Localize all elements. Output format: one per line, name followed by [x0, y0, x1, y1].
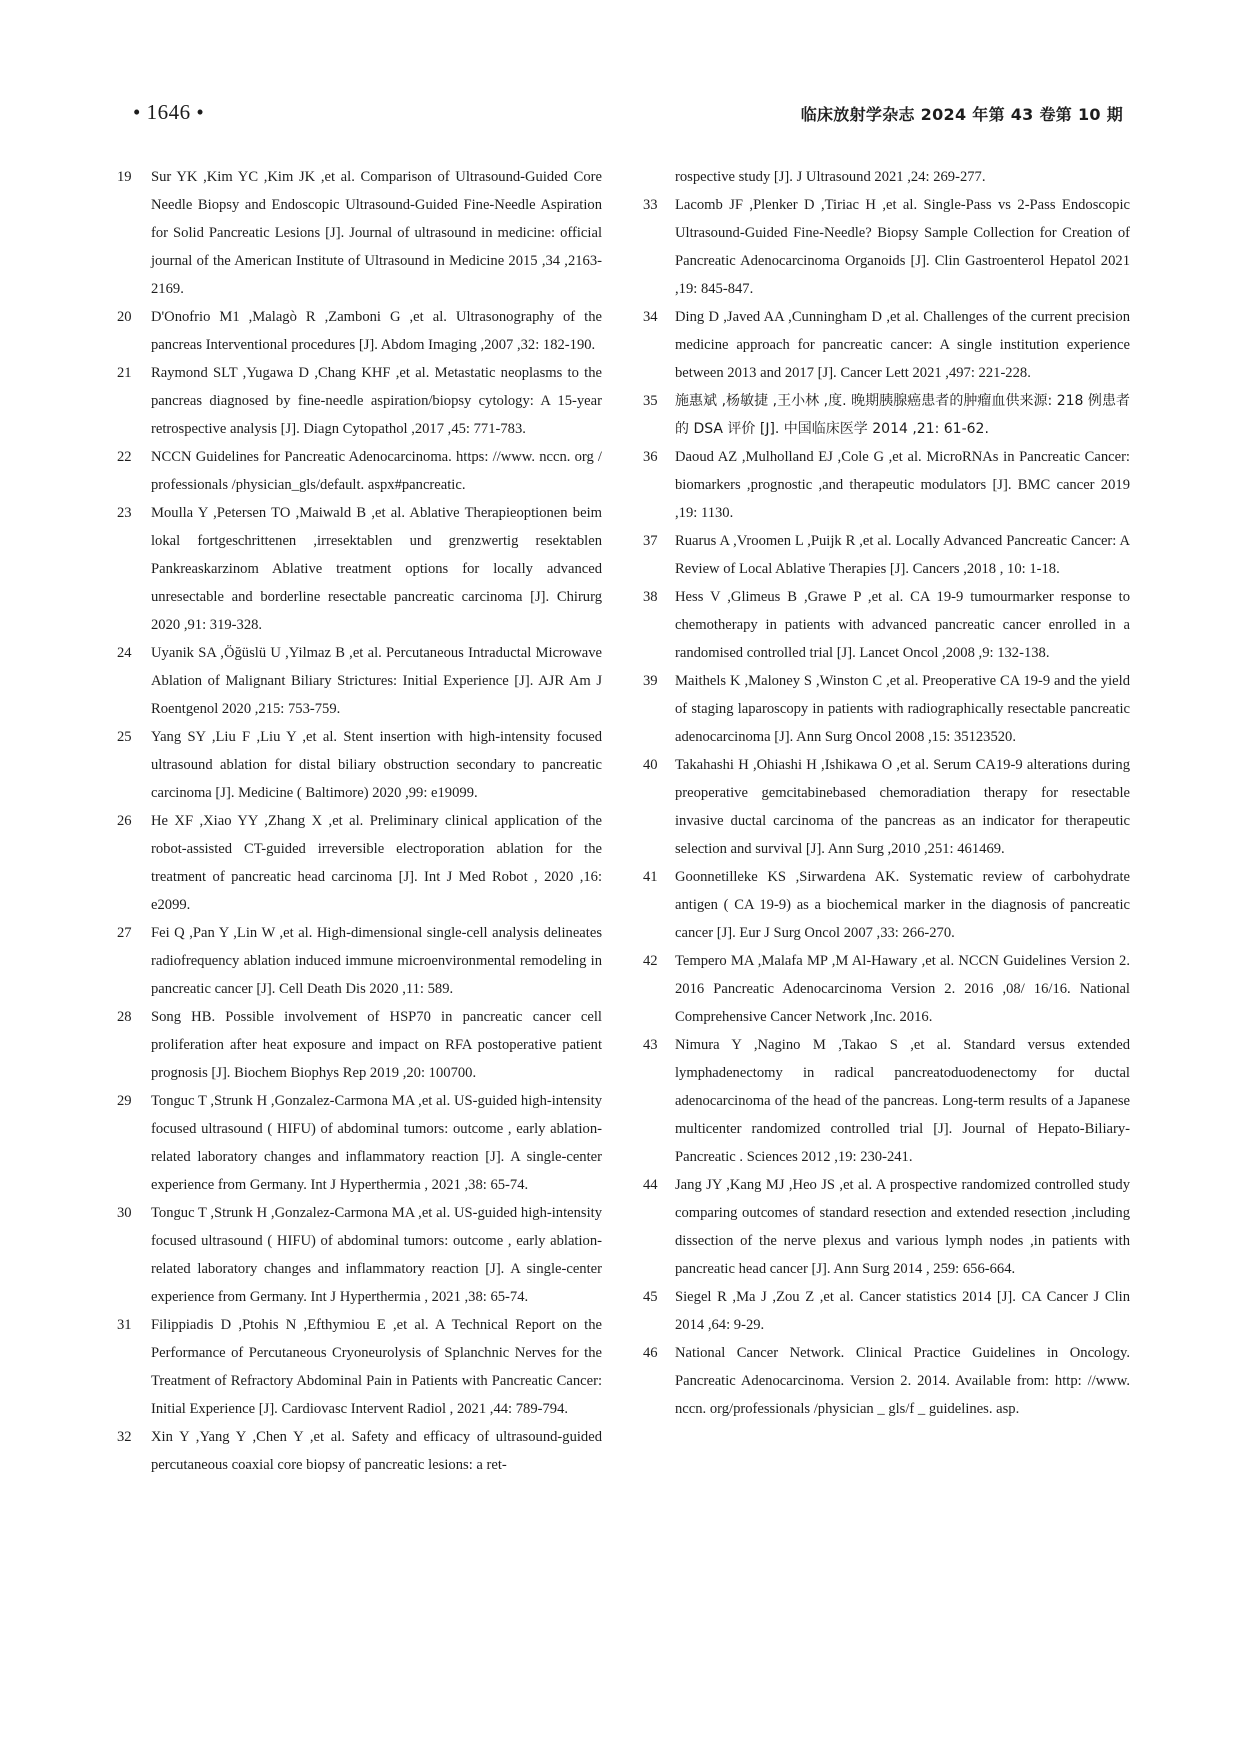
reference-item — [643, 667, 1130, 751]
reference-text: Goonnetilleke KS ,Sirwardena AK. Systematic review of carbohydrate antigen ( CA 19-9) as a biochemical marker in the diagnosis of pancreatic cancer [J]. Eur J Surg Oncol 2007 ,33: 266-270. — [675, 869, 1130, 941]
reference-text: Maithels K ,Maloney S ,Winston C ,et al. Preoperative CA 19-9 and the yield of staging laparoscopy in patients with radiographically resectable pancreatic adenocarcinoma [J]. Ann Surg Oncol 2008 ,15: 35123520. — [675, 673, 1130, 745]
reference-text: rospective study [J]. J Ultrasound 2021 ,24: 269-277. — [675, 169, 986, 185]
reference-item — [117, 1423, 602, 1479]
reference-text: He XF ,Xiao YY ,Zhang X ,et al. Preliminary clinical application of the robot-assisted CT-guided irreversible electroporation ablation for the treatment of pancreatic head carcinoma [J]. Int J Med Robot , 2020 ,16: e2099. — [151, 813, 602, 913]
reference-item — [643, 1171, 1130, 1283]
reference-number: 29 — [117, 1093, 132, 1109]
reference-item — [117, 499, 602, 639]
reference-item — [117, 723, 602, 807]
reference-number: 43 — [643, 1037, 658, 1053]
reference-text: Siegel R ,Ma J ,Zou Z ,et al. Cancer statistics 2014 [J]. CA Cancer J Clin 2014 ,64: 9-29. — [675, 1289, 1130, 1333]
reference-text: NCCN Guidelines for Pancreatic Adenocarcinoma. https: //www. nccn. org / professionals /physician_gls/default. aspx#pancreatic. — [151, 449, 602, 493]
reference-text: National Cancer Network. Clinical Practice Guidelines in Oncology. Pancreatic Adenocarcinoma. Version 2. 2014. Available from: http: //www. nccn. org/professionals /physician _ gls/f _ guidelines. asp. — [675, 1345, 1130, 1417]
reference-item — [643, 443, 1130, 527]
reference-number: 25 — [117, 729, 132, 745]
reference-text: 施惠斌 ,杨敏捷 ,王小林 ,度. 晚期胰腺癌患者的肿瘤血供来源: 218 例患者的 DSA 评价 [J]. 中国临床医学 2014 ,21: 61-62. — [675, 393, 1130, 437]
reference-text: Uyanik SA ,Öğüslü U ,Yilmaz B ,et al. Percutaneous Intraductal Microwave Ablation of Malignant Biliary Strictures: Initial Experience [J]. AJR Am J Roentgenol 2020 ,215: 753-759. — [151, 645, 602, 717]
reference-number: 34 — [643, 309, 658, 325]
reference-text: Song HB. Possible involvement of HSP70 in pancreatic cancer cell proliferation after heat exposure and impact on RFA postoperative patient prognosis [J]. Biochem Biophys Rep 2019 ,20: 100700. — [151, 1009, 602, 1081]
reference-item — [643, 303, 1130, 387]
reference-item — [117, 1087, 602, 1199]
reference-number: 23 — [117, 505, 132, 521]
reference-item — [643, 751, 1130, 863]
reference-text: Ruarus A ,Vroomen L ,Puijk R ,et al. Locally Advanced Pancreatic Cancer: A Review of Local Ablative Therapies [J]. Cancers ,2018 , 10: 1-18. — [675, 533, 1130, 577]
reference-item — [117, 807, 602, 919]
reference-number: 40 — [643, 757, 658, 773]
reference-text: Tonguc T ,Strunk H ,Gonzalez-Carmona MA ,et al. US-guided high-intensity focused ultrasound ( HIFU) of abdominal tumors: outcome , early ablation-related laboratory changes and inflammatory reaction [J]. A single-center experience from Germany. Int J Hyperthermia , 2021 ,38: 65-74. — [151, 1093, 602, 1193]
reference-column-left — [117, 163, 602, 1479]
reference-text: D'Onofrio M1 ,Malagò R ,Zamboni G ,et al. Ultrasonography of the pancreas Interventional procedures [J]. Abdom Imaging ,2007 ,32: 182-190. — [151, 309, 602, 353]
reference-number — [643, 163, 675, 191]
reference-item — [643, 1339, 1130, 1423]
reference-item — [643, 1031, 1130, 1171]
reference-number: 27 — [117, 925, 132, 941]
reference-item — [117, 443, 602, 499]
reference-number: 20 — [117, 309, 132, 325]
reference-item — [643, 583, 1130, 667]
reference-number: 24 — [117, 645, 132, 661]
reference-item — [117, 1311, 602, 1423]
reference-number: 26 — [117, 813, 132, 829]
reference-number: 37 — [643, 533, 658, 549]
reference-text: Hess V ,Glimeus B ,Grawe P ,et al. CA 19-9 tumourmarker response to chemotherapy in patients with advanced pancreatic cancer enrolled in a randomised controlled trial [J]. Lancet Oncol ,2008 ,9: 132-138. — [675, 589, 1130, 661]
reference-number: 42 — [643, 953, 658, 969]
reference-number: 19 — [117, 169, 132, 185]
reference-text: Yang SY ,Liu F ,Liu Y ,et al. Stent insertion with high-intensity focused ultrasound ablation for distal biliary obstruction secondary to pancreatic carcinoma [J]. Medicine ( Baltimore) 2020 ,99: e19099. — [151, 729, 602, 801]
reference-text: Takahashi H ,Ohiashi H ,Ishikawa O ,et al. Serum CA19-9 alterations during preoperative gemcitabinebased chemoradiation therapy for resectable invasive ductal carcinoma of the pancreas as an indicator for therapeutic selection and survival [J]. Ann Surg ,2010 ,251: 461469. — [675, 757, 1130, 857]
reference-number: 28 — [117, 1009, 132, 1025]
reference-number: 44 — [643, 1177, 658, 1193]
reference-text: Xin Y ,Yang Y ,Chen Y ,et al. Safety and efficacy of ultrasound-guided percutaneous coaxial core biopsy of pancreatic lesions: a ret- — [151, 1429, 602, 1473]
reference-item — [643, 863, 1130, 947]
reference-number: 32 — [117, 1429, 132, 1445]
reference-item — [643, 387, 1130, 443]
reference-item — [117, 359, 602, 443]
reference-number: 22 — [117, 449, 132, 465]
reference-number: 33 — [643, 197, 658, 213]
reference-text: Sur YK ,Kim YC ,Kim JK ,et al. Comparison of Ultrasound-Guided Core Needle Biopsy and Endoscopic Ultrasound-Guided Fine-Needle Aspiration for Solid Pancreatic Lesions [J]. Journal of ultrasound in medicine: official journal of the American Institute of Ultrasound in Medicine 2015 ,34 ,2163-2169. — [151, 169, 602, 297]
reference-number: 46 — [643, 1345, 658, 1361]
page-number: • 1646 • — [133, 100, 205, 124]
reference-number: 39 — [643, 673, 658, 689]
reference-text: Jang JY ,Kang MJ ,Heo JS ,et al. A prospective randomized controlled study comparing outcomes of standard resection and extended resection ,including dissection of the nerve plexus and various lymph nodes ,in patients with pancreatic head cancer [J]. Ann Surg 2014 , 259: 656-664. — [675, 1177, 1130, 1277]
reference-number: 36 — [643, 449, 658, 465]
reference-item — [643, 191, 1130, 303]
reference-text: Lacomb JF ,Plenker D ,Tiriac H ,et al. Single-Pass vs 2-Pass Endoscopic Ultrasound-Guided Fine-Needle? Biopsy Sample Collection for Creation of Pancreatic Adenocarcinoma Organoids [J]. Clin Gastroenterol Hepatol 2021 ,19: 845-847. — [675, 197, 1130, 297]
reference-number: 35 — [643, 393, 658, 409]
reference-item — [117, 1003, 602, 1087]
reference-text: Raymond SLT ,Yugawa D ,Chang KHF ,et al. Metastatic neoplasms to the pancreas diagnosed by fine-needle aspiration/biopsy cytology: A 15-year retrospective analysis [J]. Diagn Cytopathol ,2017 ,45: 771-783. — [151, 365, 602, 437]
reference-text: Filippiadis D ,Ptohis N ,Efthymiou E ,et al. A Technical Report on the Performance of Percutaneous Cryoneurolysis of Splanchnic Nerves for the Treatment of Refractory Abdominal Pain in Patients with Pancreatic Cancer: Initial Experience [J]. Cardiovasc Intervent Radiol , 2021 ,44: 789-794. — [151, 1317, 602, 1417]
reference-text: Tonguc T ,Strunk H ,Gonzalez-Carmona MA ,et al. US-guided high-intensity focused ultrasound ( HIFU) of abdominal tumors: outcome , early ablation-related laboratory changes and inflammatory reaction [J]. A single-center experience from Germany. Int J Hyperthermia , 2021 ,38: 65-74. — [151, 1205, 602, 1305]
reference-item — [117, 303, 602, 359]
reference-number: 30 — [117, 1205, 132, 1221]
page-header — [133, 100, 1123, 134]
reference-item — [643, 1283, 1130, 1339]
reference-column-right — [643, 163, 1130, 1423]
reference-text: Nimura Y ,Nagino M ,Takao S ,et al. Standard versus extended lymphadenectomy in radical pancreatoduodenectomy for ductal adenocarcinoma of the head of the pancreas. Long-term results of a Japanese multicenter randomized controlled trial [J]. Journal of Hepato-Biliary-Pancreatic . Sciences 2012 ,19: 230-241. — [675, 1037, 1130, 1165]
reference-item — [117, 1199, 602, 1311]
reference-text: Daoud AZ ,Mulholland EJ ,Cole G ,et al. MicroRNAs in Pancreatic Cancer: biomarkers ,prognostic ,and therapeutic modulators [J]. BMC cancer 2019 ,19: 1130. — [675, 449, 1130, 521]
reference-text: Tempero MA ,Malafa MP ,M Al-Hawary ,et al. NCCN Guidelines Version 2. 2016 Pancreatic Adenocarcinoma Version 2. 2016 ,08/ 16/16. National Comprehensive Cancer Network ,Inc. 2016. — [675, 953, 1130, 1025]
reference-item-continued — [643, 163, 1130, 191]
reference-text: Fei Q ,Pan Y ,Lin W ,et al. High-dimensional single-cell analysis delineates radiofrequency ablation induced immune microenvironmental remodeling in pancreatic cancer [J]. Cell Death Dis 2020 ,11: 589. — [151, 925, 602, 997]
reference-number: 41 — [643, 869, 658, 885]
reference-item — [643, 527, 1130, 583]
reference-text: Ding D ,Javed AA ,Cunningham D ,et al. Challenges of the current precision medicine approach for pancreatic cancer: A single institution experience between 2013 and 2017 [J]. Cancer Lett 2021 ,497: 221-228. — [675, 309, 1130, 381]
reference-number: 31 — [117, 1317, 132, 1333]
reference-number: 21 — [117, 365, 132, 381]
reference-item — [643, 947, 1130, 1031]
reference-item — [117, 919, 602, 1003]
reference-number: 45 — [643, 1289, 658, 1305]
reference-number: 38 — [643, 589, 658, 605]
journal-title: 临床放射学杂志 2024 年第 43 卷第 10 期 — [800, 105, 1123, 124]
reference-item — [117, 163, 602, 303]
reference-text: Moulla Y ,Petersen TO ,Maiwald B ,et al. Ablative Therapieoptionen beim lokal fortgeschrittenen ,irresektablen und grenzwertig resektablen Pankreaskarzinom Ablative treatment options for locally advanced unresectable and borderline resectable pancreatic carcinoma [J]. Chirurg 2020 ,91: 319-328. — [151, 505, 602, 633]
reference-item — [117, 639, 602, 723]
